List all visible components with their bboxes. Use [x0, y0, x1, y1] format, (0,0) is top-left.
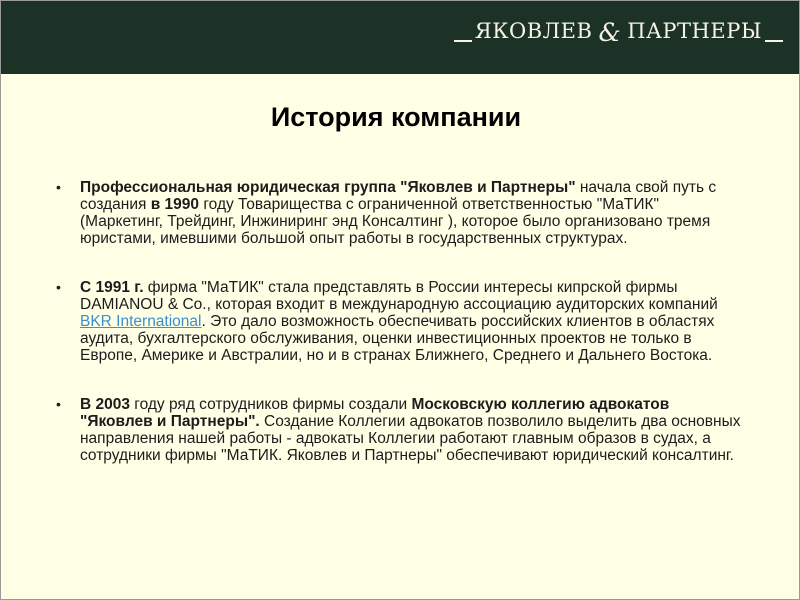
paragraph-text: . Это дало возможность обеспечивать российских клиентов в областях аудита, бухгалтерского обслуживания, оценки инвестиционных проектов не только в Европе, Америке и Австралии, но и в странах Ближнего, Среднего и Дальнего Востока.: [80, 313, 715, 364]
paragraph-text: году Товарищества с ограниченной ответственностью "МаТИК" (Маркетинг, Трейдинг, Инжиниринг энд Консалтинг ), которое было организовано тремя юристами, имевшими большой опыт работы в государственных структурах.: [80, 196, 711, 247]
paragraph-text: году ряд сотрудников фирмы создали: [129, 396, 412, 413]
logo-name-right: ПАРТНЕРЫ: [627, 19, 762, 43]
header-bar: [1, 1, 799, 74]
paragraph-bold: В 2003: [80, 396, 130, 413]
brand-logo: [454, 18, 783, 47]
paragraph-bold: Московскую коллегию адвокатов "Яковлев и Партнеры".: [80, 396, 670, 430]
logo-rule-left: [454, 40, 472, 42]
paragraph-text: фирма "МаТИК" стала представлять в России интересы кипрской фирмы DAMIANOU & Co., которая входит в международную ассоциацию аудиторских компаний: [80, 279, 718, 313]
paragraph-bold: Профессиональная юридическая группа "Яковлев и Партнеры": [80, 179, 576, 196]
logo-ampersand: &: [598, 18, 622, 47]
paragraph-bold: в 1990: [150, 196, 200, 213]
paragraph-text: Создание Коллегии адвокатов позволило выделить два основных направления нашей работы - адвокаты Коллегии работают главным образов в судах, а сотрудники фирмы "МаТИК. Яковлев и Партнеры" обеспечивают юридический консалтинг.: [80, 413, 741, 464]
history-list: [56, 179, 746, 496]
history-paragraph-1990: [56, 179, 746, 247]
bullet-icon: •: [56, 179, 61, 195]
paragraph-text: начала свой путь с создания: [80, 179, 717, 213]
logo-rule-right: [765, 40, 783, 42]
history-paragraph-2003: [56, 396, 746, 464]
bullet-icon: •: [56, 396, 61, 412]
history-paragraph-1991: [56, 279, 746, 364]
bkr-international-link[interactable]: BKR International: [80, 313, 202, 330]
page-title: История компании: [270, 102, 522, 132]
bullet-icon: •: [56, 279, 61, 295]
logo-name-left: ЯКОВЛЕВ: [474, 19, 593, 43]
paragraph-bold: С 1991 г.: [80, 279, 144, 296]
